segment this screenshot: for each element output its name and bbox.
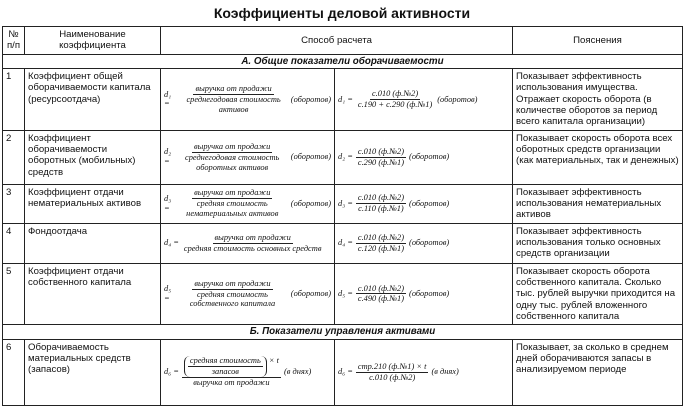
row-name: Коэффициент отдачи нематериальных активов (25, 184, 161, 223)
formula-lhs: d₆ = (338, 367, 353, 377)
formula-numerator: выручка от продажи (194, 278, 271, 288)
formula-unit: (оборотов) (290, 289, 331, 298)
row-explanation: Показывает скорость оборота всех оборотных средств организации (как материальных, так и денежных) (513, 130, 683, 184)
section-title-a: А. Общие показатели оборачиваемости (3, 54, 683, 69)
formula-lhs: d₁ = (338, 94, 353, 104)
table-row (3, 339, 683, 405)
row-name: Оборачиваемость материальных средств (запасов) (25, 339, 161, 405)
row-name: Коэффициент общей оборачиваемости капитала (ресурсоотдача) (25, 69, 161, 131)
formula-denominator: с.490 (ф.№1) (357, 294, 405, 304)
row-explanation: Показывает, за сколько в среднем дней оборачиваются запасы в анализируемом периоде (513, 339, 683, 405)
table-row (3, 223, 683, 263)
row-name: Коэффициент отдачи собственного капитала (25, 263, 161, 325)
row-num: 1 (3, 69, 25, 131)
formula-unit: (оборотов) (409, 152, 450, 162)
header-name: Наименование коэффициента (25, 27, 161, 55)
formula-lhs: d₄ = (338, 238, 353, 248)
table-row (3, 130, 683, 184)
header-num: № п/п (3, 27, 25, 55)
row-explanation: Показывает скорость оборота собственного капитала. Сколько тыс. рублей выручки приходится на одну тыс. рублей вложенного собственного капитала (513, 263, 683, 325)
formula-numerator: стр.210 (ф.№1) × t (357, 361, 427, 371)
formula-report (335, 263, 513, 325)
formula-numerator (182, 356, 281, 378)
formula-inner-numerator: средняя стоимость (189, 356, 261, 366)
formula-general (161, 69, 335, 131)
formula-inner-fraction (184, 356, 267, 377)
formula-unit: (оборотов) (290, 94, 331, 104)
row-explanation: Показывает эффективность использования только основных средств организации (513, 223, 683, 263)
formula-general (161, 184, 335, 223)
formula-denominator: средняя стоимость нематериальных активов (186, 199, 279, 219)
header-method: Способ расчета (161, 27, 513, 55)
formula-unit: (оборотов) (290, 198, 331, 208)
formula-numerator: с.010 (ф.№2) (357, 146, 405, 156)
formula-denominator: среднегодовая стоимость оборотных активов (185, 152, 280, 172)
formula-report (335, 184, 513, 223)
formula-general (161, 263, 335, 325)
table-header-row (3, 27, 683, 55)
row-num: 2 (3, 130, 25, 184)
header-explain: Пояснения (513, 27, 683, 55)
formula-multiplier: × t (268, 356, 279, 366)
row-explanation: Показывает эффективность использования нематериальных активов (513, 184, 683, 223)
formula-lhs: d₂ = (338, 152, 353, 162)
table-row (3, 69, 683, 131)
row-name: Коэффициент оборачиваемости оборотных (мобильных) средств (25, 130, 161, 184)
row-name: Фондоотдача (25, 223, 161, 263)
formula-lhs: d₂ = (164, 147, 172, 167)
formula-numerator: с.010 (ф.№2) (357, 193, 405, 203)
section-row-b (3, 325, 683, 340)
formula-general (161, 130, 335, 184)
formula-lhs: d₁ = (164, 89, 172, 109)
formula-denominator: с.190 + с.290 (ф.№1) (357, 99, 433, 109)
formula-denominator: с.110 (ф.№1) (358, 204, 404, 214)
formula-report (335, 69, 513, 131)
row-num: 6 (3, 339, 25, 405)
formula-lhs: d₄ = (164, 238, 179, 248)
formula-unit: (оборотов) (409, 198, 450, 208)
formula-report (335, 130, 513, 184)
formula-unit: (в днях) (283, 367, 312, 377)
formula-lhs: d₅ = (164, 284, 172, 303)
row-num: 4 (3, 223, 25, 263)
formula-numerator: выручка от продажи (194, 141, 271, 151)
formula-general (161, 223, 335, 263)
coefficients-table (2, 26, 683, 406)
table-row (3, 263, 683, 325)
formula-numerator: выручка от продажи (195, 84, 272, 94)
formula-unit: (оборотов) (409, 238, 450, 248)
table-row (3, 184, 683, 223)
row-explanation: Показывает эффективность использования имущества. Отражает скорость оборота (в количестве оборотов за период всего капитала организации) (513, 69, 683, 131)
formula-general (161, 339, 335, 405)
formula-denominator: с.120 (ф.№1) (357, 243, 405, 253)
formula-denominator: среднегодовая стоимость активов (186, 95, 281, 114)
formula-denominator: выручка от продажи (193, 378, 270, 388)
formula-numerator: с.010 (ф.№2) (357, 283, 405, 293)
formula-unit: (оборотов) (290, 152, 331, 162)
formula-unit: (в днях) (431, 367, 459, 377)
formula-denominator: средняя стоимость основных средств (183, 243, 322, 253)
formula-unit: (оборотов) (409, 289, 450, 298)
section-title-b: Б. Показатели управления активами (3, 325, 683, 340)
formula-numerator: выручка от продажи (194, 188, 271, 198)
formula-numerator: выручка от продажи (214, 232, 291, 242)
section-row-a (3, 54, 683, 69)
formula-unit: (оборотов) (437, 94, 478, 104)
formula-numerator: с.010 (ф.№2) (371, 89, 419, 99)
formula-report (335, 339, 513, 405)
formula-lhs: d₃ = (338, 198, 353, 208)
formula-lhs: d₃ = (164, 193, 172, 213)
formula-denominator: с.290 (ф.№1) (357, 157, 405, 167)
row-num: 5 (3, 263, 25, 325)
formula-report (335, 223, 513, 263)
page-title: Коэффициенты деловой активности (213, 5, 471, 21)
formula-denominator: средняя стоимость собственного капитала (189, 289, 276, 309)
formula-denominator: с.010 (ф.№2) (369, 372, 416, 382)
formula-numerator: с.010 (ф.№2) (357, 232, 405, 242)
row-num: 3 (3, 184, 25, 223)
formula-lhs: d₆ = (164, 367, 179, 377)
formula-lhs: d₅ = (338, 289, 353, 298)
formula-inner-denominator: запасов (211, 367, 239, 377)
